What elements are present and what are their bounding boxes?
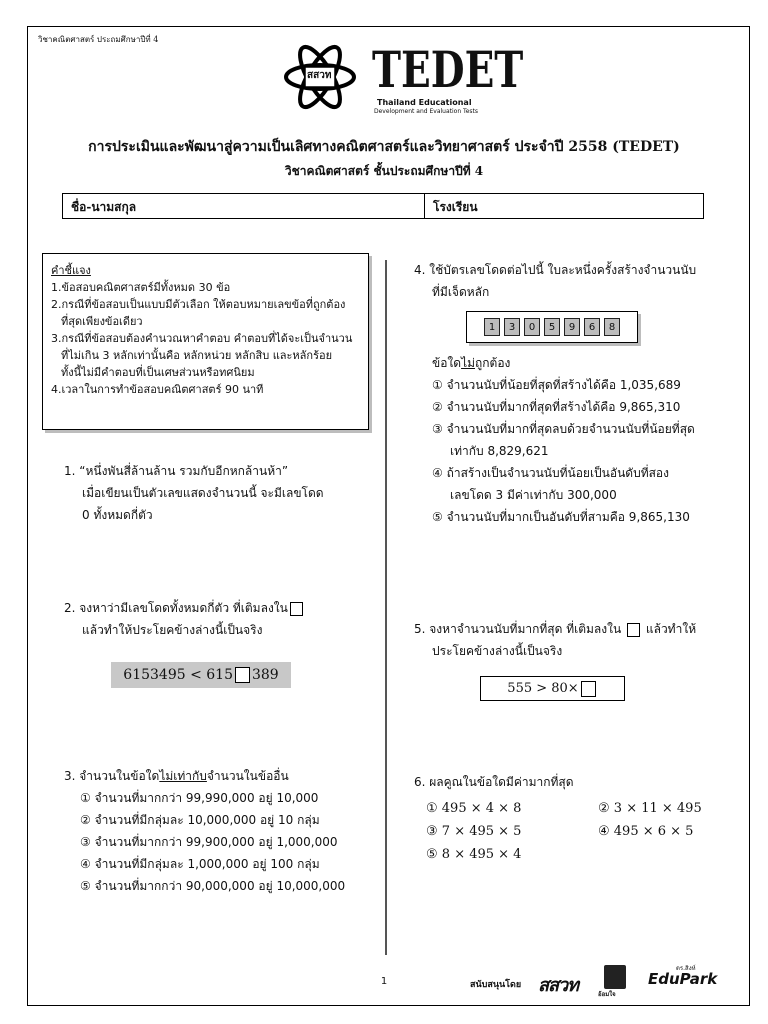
q2-expr-left: 6153495 < 615 [123, 667, 233, 683]
q3-prefix: 3. จำนวนในข้อใด [64, 769, 160, 783]
question-3 [64, 765, 384, 897]
sponsor-label: สนับสนุนโดย [470, 980, 522, 990]
question-2 [64, 597, 364, 641]
sponsor-edupark-sub: ดร.สิงห์ [676, 965, 696, 972]
q2-line2: แล้วทำให้ประโยคข้างล่างนี้เป็นจริง [82, 623, 263, 637]
q4-ask-suffix: ถูกต้อง [475, 356, 511, 370]
q4-option[interactable]: ⑤ จำนวนนับที่มากเป็นอันดับที่สามคือ 9,865,130 [432, 510, 690, 524]
instruction-line: 3.กรณีที่ข้อสอบต้องคำนวณหาคำตอบ คำตอบที่ได้จะเป็นจำนวน [51, 332, 353, 345]
blank-box-icon [627, 623, 640, 637]
school-field[interactable]: โรงเรียน [433, 200, 478, 214]
q4-option[interactable]: ① จำนวนนับที่น้อยที่สุดที่สร้างได้คือ 1,035,689 [432, 378, 681, 392]
question-6 [414, 771, 724, 793]
q3-underlined: ไม่เท่ากับ [159, 769, 207, 783]
logo-sub2: Development and Evaluation Tests [374, 108, 479, 115]
blank-box-icon [290, 602, 303, 616]
sponsor-omjai-logo-icon [604, 965, 626, 989]
q6-option[interactable]: ① 495 × 4 × 8 [426, 801, 522, 816]
q1-line: 0 ทั้งหมดกี่ตัว [82, 508, 153, 522]
exam-title: การประเมินและพัฒนาสู่ความเป็นเลิศทางคณิตศาสตร์และวิทยาศาสตร์ ประจำปี 2558 (TEDET) [88, 139, 680, 155]
page-number: 1 [380, 976, 388, 987]
q2-expr-right: 389 [251, 667, 279, 683]
q3-option[interactable]: ③ จำนวนที่มากกว่า 99,900,000 อยู่ 1,000,000 [80, 835, 338, 849]
digit-card: 5 [544, 318, 560, 336]
digit-card: 6 [584, 318, 600, 336]
question-4 [414, 259, 724, 303]
q1-line: เมื่อเขียนเป็นตัวเลขแสดงจำนวนนี้ จะมีเลขโดด [82, 486, 324, 500]
name-school-box [62, 193, 704, 219]
blank-box-icon [581, 681, 596, 697]
instruction-line: ที่สุดเพียงข้อเดียว [61, 315, 143, 328]
q4-ask-underlined: ไม่ [461, 356, 476, 370]
q5-expr: 555 > 80× [507, 681, 579, 696]
q5-line1b: แล้วทำให้ [645, 622, 697, 636]
q4-options [432, 352, 732, 528]
tedet-logo [372, 40, 524, 115]
q5-expression [480, 676, 625, 701]
digit-card: 1 [484, 318, 500, 336]
q6-option[interactable]: ③ 7 × 495 × 5 [426, 824, 522, 839]
q4-option-cont: เลขโดด 3 มีค่าเท่ากับ 300,000 [450, 488, 617, 502]
q2-expression [111, 662, 291, 688]
q4-option[interactable]: ② จำนวนนับที่มากที่สุดที่สร้างได้คือ 9,865,310 [432, 400, 681, 414]
exam-subtitle: วิชาคณิตศาสตร์ ชั้นประถมศึกษาปีที่ 4 [284, 164, 484, 178]
q3-option[interactable]: ① จำนวนที่มากกว่า 99,990,000 อยู่ 10,000 [80, 791, 319, 805]
instructions-box [42, 253, 369, 430]
q6-option[interactable]: ⑤ 8 × 495 × 4 [426, 847, 522, 862]
q3-option[interactable]: ② จำนวนที่มีกลุ่มละ 10,000,000 อยู่ 10 กลุ่ม [80, 813, 320, 827]
q6-options [426, 797, 726, 866]
q6-option[interactable]: ② 3 × 11 × 495 [598, 801, 702, 816]
digit-card: 8 [604, 318, 620, 336]
digit-card: 3 [504, 318, 520, 336]
sponsor-ipst-logo: สสวท [538, 975, 578, 996]
q1-line: 1. “หนึ่งพันสี่ล้านล้าน รวมกับอีกหกล้านห้า” [64, 464, 289, 478]
logo-main-text: TEDET [372, 40, 524, 99]
instruction-line: ที่ไม่เกิน 3 หลักเท่านั้นคือ หลักหน่วย หลักสิบ และหลักร้อย [61, 349, 333, 362]
question-1 [64, 460, 364, 526]
q4-line1: 4. ใช้บัตรเลขโดดต่อไปนี้ ใบละหนึ่งครั้งสร้างจำนวนนับ [414, 263, 697, 277]
digit-cards [466, 311, 638, 343]
digit-card: 9 [564, 318, 580, 336]
blank-box-icon [235, 667, 250, 683]
q5-line2: ประโยคข้างล่างนี้เป็นจริง [432, 644, 563, 658]
column-divider [385, 260, 387, 955]
q4-option[interactable]: ④ ถ้าสร้างเป็นจำนวนนับที่น้อยเป็นอันดับที่สอง [432, 466, 669, 480]
instruction-line: 2.กรณีที่ข้อสอบเป็นแบบมีตัวเลือก ให้ตอบหมายเลขข้อที่ถูกต้อง [51, 298, 346, 311]
sponsor-omjai-text: อ้อมใจ [598, 991, 616, 998]
q3-suffix: จำนวนในข้ออื่น [206, 769, 289, 783]
sponsor-edupark-logo: EduPark [648, 970, 718, 988]
q4-option-cont: เท่ากับ 8,829,621 [450, 444, 549, 458]
q3-option[interactable]: ⑤ จำนวนที่มากกว่า 90,000,000 อยู่ 10,000,000 [80, 879, 346, 893]
instruction-line: 4.เวลาในการทำข้อสอบคณิตศาสตร์ 90 นาที [51, 383, 264, 396]
q4-ask-prefix: ข้อใด [432, 356, 462, 370]
question-5 [414, 618, 724, 662]
instructions-heading: คำชี้แจง [51, 264, 91, 277]
q3-option[interactable]: ④ จำนวนที่มีกลุ่มละ 1,000,000 อยู่ 100 กลุ่ม [80, 857, 320, 871]
q4-option[interactable]: ③ จำนวนนับที่มากที่สุดลบด้วยจำนวนนับที่น้อยที่สุด [432, 422, 695, 436]
q4-line2: ที่มีเจ็ดหลัก [432, 285, 490, 299]
q2-line1: 2. จงหาว่ามีเลขโดดทั้งหมดกี่ตัว ที่เติมลงใน [64, 601, 288, 615]
digit-card: 0 [524, 318, 540, 336]
q6-option[interactable]: ④ 495 × 6 × 5 [598, 824, 694, 839]
name-field[interactable]: ชื่อ-นามสกุล [63, 194, 425, 218]
q5-line1a: 5. จงหาจำนวนนับที่มากที่สุด ที่เติมลงใน [414, 622, 622, 636]
logo-sub1: Thailand Educational [377, 98, 472, 107]
instruction-line: ทั้งนี้ไม่มีคำตอบที่เป็นเศษส่วนหรือทศนิยม [61, 366, 255, 379]
instruction-line: 1.ข้อสอบคณิตศาสตร์มีทั้งหมด 30 ข้อ [51, 281, 231, 294]
q6-line1: 6. ผลคูณในข้อใดมีค่ามากที่สุด [414, 775, 574, 789]
running-head: วิชาคณิตศาสตร์ ประถมศึกษาปีที่ 4 [38, 35, 159, 44]
logo-atom-text: สสวท [307, 70, 332, 81]
